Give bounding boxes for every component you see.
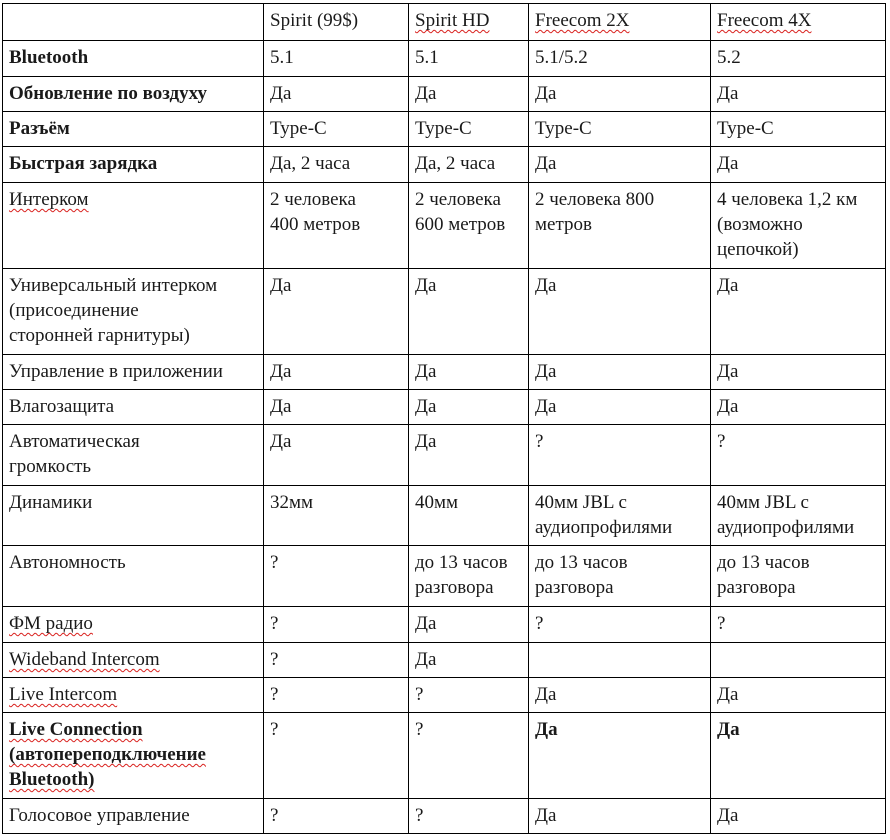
row-label: Разъём <box>3 112 264 147</box>
cell-spirit-hd: 5.1 <box>409 41 529 77</box>
cell-spirit: 32мм <box>264 486 409 546</box>
table-row <box>3 799 886 834</box>
cell-freecom-4x: Да <box>711 269 886 355</box>
cell-spirit: ? <box>264 546 409 607</box>
cell-freecom-2x: ? <box>529 607 711 643</box>
row-label: Wideband Intercom <box>3 643 264 678</box>
cell-spirit: ? <box>264 713 409 799</box>
cell-freecom-2x: Да <box>529 799 711 834</box>
cell-spirit: Да <box>264 355 409 390</box>
table-row <box>3 425 886 486</box>
cell-spirit-hd: Да <box>409 269 529 355</box>
cell-spirit-hd: до 13 часов разговора <box>409 546 529 607</box>
table-row <box>3 77 886 112</box>
cell-freecom-2x: Да <box>529 355 711 390</box>
cell-spirit: Да, 2 часа <box>264 147 409 183</box>
table-row <box>3 41 886 77</box>
cell-freecom-2x: Да <box>529 269 711 355</box>
cell-freecom-4x: до 13 часов разговора <box>711 546 886 607</box>
row-label: Управление в приложении <box>3 355 264 390</box>
cell-spirit-hd: Да <box>409 77 529 112</box>
cell-freecom-2x: ? <box>529 425 711 486</box>
cell-spirit-hd: Да <box>409 607 529 643</box>
table-row <box>3 390 886 425</box>
cell-freecom-4x: 40мм JBL с аудиопрофилями <box>711 486 886 546</box>
cell-freecom-2x: Да <box>529 390 711 425</box>
cell-spirit-hd: Да <box>409 390 529 425</box>
cell-freecom-2x: Да <box>529 147 711 183</box>
header-row <box>3 4 886 41</box>
header-corner-cell <box>3 4 264 41</box>
cell-freecom-2x <box>529 643 711 678</box>
cell-spirit-hd: Да <box>409 355 529 390</box>
cell-freecom-4x: Да <box>711 355 886 390</box>
cell-freecom-2x: 40мм JBL с аудиопрофилями <box>529 486 711 546</box>
header-freecom-2x: Freecom 2X <box>529 4 711 41</box>
cell-spirit-hd: ? <box>409 713 529 799</box>
cell-freecom-4x: ? <box>711 607 886 643</box>
cell-spirit-hd: 2 человека 600 метров <box>409 183 529 269</box>
row-label: Универсальный интерком (присоединение сторонней гарнитуры) <box>3 269 264 355</box>
cell-freecom-4x: Type-C <box>711 112 886 147</box>
cell-freecom-2x: до 13 часов разговора <box>529 546 711 607</box>
header-spirit-hd: Spirit HD <box>409 4 529 41</box>
cell-freecom-2x: 5.1/5.2 <box>529 41 711 77</box>
table-row <box>3 183 886 269</box>
row-label: Быстрая зарядка <box>3 147 264 183</box>
table-row <box>3 546 886 607</box>
cell-spirit: ? <box>264 643 409 678</box>
cell-spirit: 2 человека 400 метров <box>264 183 409 269</box>
cell-spirit-hd: Да <box>409 425 529 486</box>
cell-spirit: 5.1 <box>264 41 409 77</box>
cell-freecom-4x: Да <box>711 678 886 713</box>
cell-spirit: ? <box>264 799 409 834</box>
comparison-table <box>2 3 886 834</box>
cell-spirit: Type-C <box>264 112 409 147</box>
cell-freecom-4x: Да <box>711 147 886 183</box>
header-freecom-4x: Freecom 4X <box>711 4 886 41</box>
row-label: Голосовое управление <box>3 799 264 834</box>
table-row <box>3 486 886 546</box>
cell-spirit-hd: 40мм <box>409 486 529 546</box>
table-row <box>3 355 886 390</box>
cell-freecom-2x: Да <box>529 77 711 112</box>
row-label: Bluetooth <box>3 41 264 77</box>
row-label: ФМ радио <box>3 607 264 643</box>
row-label: Интерком <box>3 183 264 269</box>
cell-spirit: ? <box>264 678 409 713</box>
row-label: Live Intercom <box>3 678 264 713</box>
cell-spirit: ? <box>264 607 409 643</box>
row-label: Автономность <box>3 546 264 607</box>
cell-spirit-hd: Да, 2 часа <box>409 147 529 183</box>
cell-spirit-hd: Type-C <box>409 112 529 147</box>
cell-freecom-4x: ? <box>711 425 886 486</box>
row-label: Обновление по воздуху <box>3 77 264 112</box>
cell-freecom-4x: Да <box>711 799 886 834</box>
table-row <box>3 643 886 678</box>
cell-freecom-4x: 4 человека 1,2 км (возможно цепочкой) <box>711 183 886 269</box>
table-row <box>3 678 886 713</box>
table-row <box>3 269 886 355</box>
cell-spirit: Да <box>264 269 409 355</box>
row-label: Динамики <box>3 486 264 546</box>
cell-spirit: Да <box>264 390 409 425</box>
cell-freecom-4x: Да <box>711 77 886 112</box>
header-spirit: Spirit (99$) <box>264 4 409 41</box>
cell-freecom-2x: Да <box>529 713 711 799</box>
cell-freecom-2x: Type-C <box>529 112 711 147</box>
row-label: Live Connection (автопереподключение Bluetooth) <box>3 713 264 799</box>
cell-spirit-hd: ? <box>409 678 529 713</box>
cell-spirit-hd: ? <box>409 799 529 834</box>
row-label: Автоматическая громкость <box>3 425 264 486</box>
cell-spirit: Да <box>264 425 409 486</box>
cell-freecom-4x: Да <box>711 713 886 799</box>
cell-spirit-hd: Да <box>409 643 529 678</box>
cell-spirit: Да <box>264 77 409 112</box>
table-row <box>3 147 886 183</box>
cell-freecom-4x <box>711 643 886 678</box>
cell-freecom-4x: Да <box>711 390 886 425</box>
cell-freecom-2x: 2 человека 800 метров <box>529 183 711 269</box>
cell-freecom-2x: Да <box>529 678 711 713</box>
table-row <box>3 112 886 147</box>
row-label: Влагозащита <box>3 390 264 425</box>
table-row <box>3 607 886 643</box>
table-row <box>3 713 886 799</box>
cell-freecom-4x: 5.2 <box>711 41 886 77</box>
